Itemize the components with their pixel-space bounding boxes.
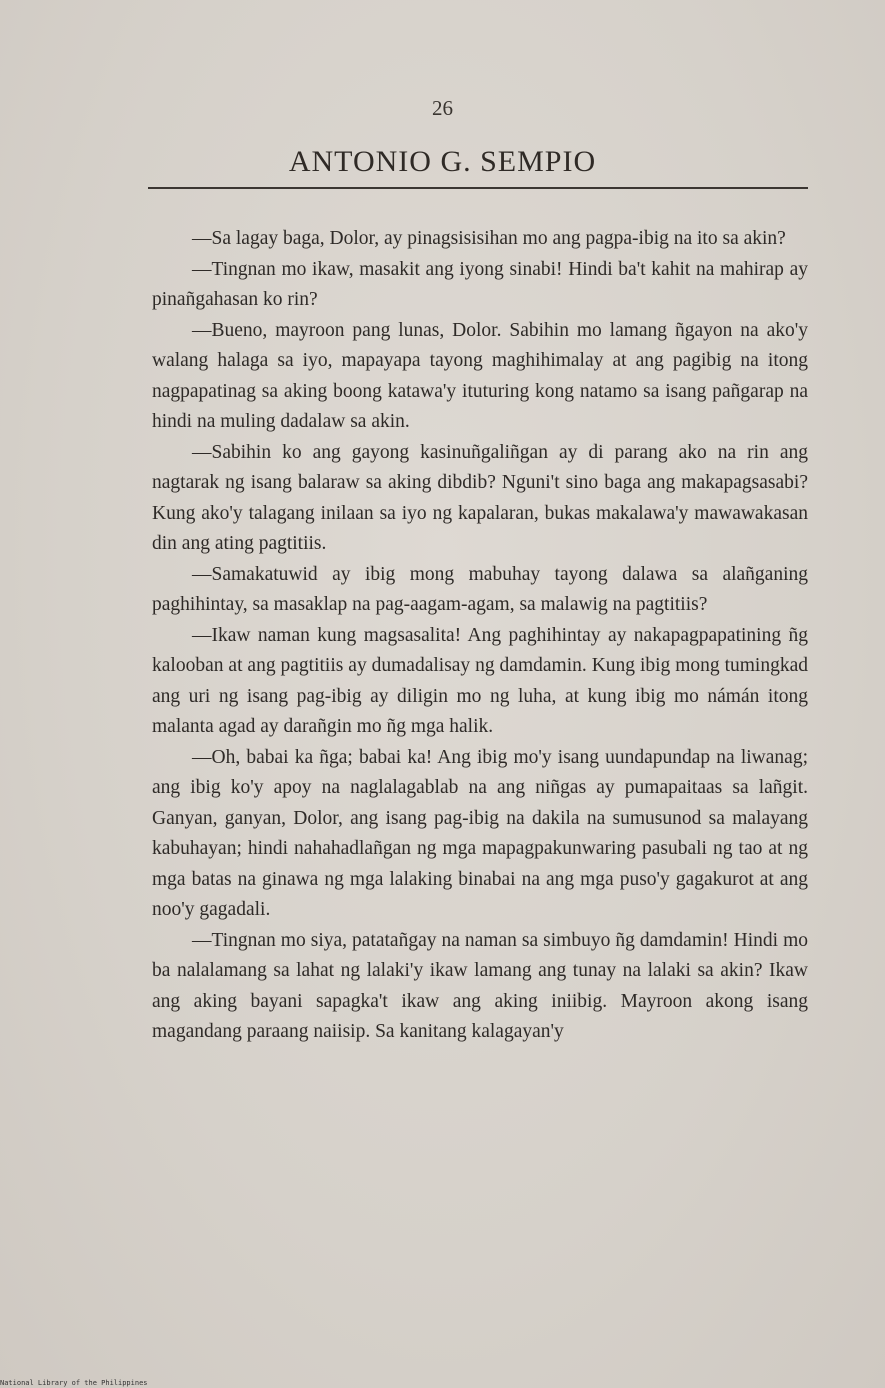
- paragraph: —Tingnan mo ikaw, masakit ang iyong sinabi! Hindi ba't kahit na mahirap ay pinañgahasan ko rin?: [152, 258, 808, 310]
- paragraph: —Ikaw naman kung magsasalita! Ang paghihintay ay nakapagpapatining ñg kalooban at ang pagtitiis ay dumadalisay ng damdamin. Kung ibig mong tumingkad ang uri ng isang pag-ibig ay diligin mo ng luha, at kung ibig mo námán itong malanta agad ay darañgin mo ñg mga halik.: [152, 624, 808, 737]
- library-credit: National Library of the Philippines: [0, 1379, 148, 1387]
- running-head: ANTONIO G. SEMPIO: [288, 145, 597, 178]
- body-text: [152, 224, 808, 1048]
- paragraph: —Tingnan mo siya, patatañgay na naman sa simbuyo ñg damdamin! Hindi mo ba nalalamang sa lahat ng lalaki'y ikaw lamang ang tunay na lalaki sa akin? Ikaw ang aking bayani sapagka't ikaw ang aking iniibig. Mayroon akong isang magandang paraang naiisip. Sa kanitang kalagayan'y: [152, 929, 808, 1042]
- paragraph: —Sabihin ko ang gayong kasinuñgaliñgan ay di parang ako na rin ang nagtarak ng isang balaraw sa aking dibdib? Nguni't sino baga ang makapagsasabi? Kung ako'y talagang inilaan sa iyo ng kapalaran, bukas makalawa'y mawawakasan din ang ating pagtitiis.: [152, 441, 808, 554]
- paragraph: —Oh, babai ka ñga; babai ka! Ang ibig mo'y isang uundapundap na liwanag; ang ibig ko'y apoy na naglalagablab na ang niñgas ay pumapaitaas sa lañgit. Ganyan, ganyan, Dolor, ang isang pag-ibig na dakila na sumusunod sa malayang kabuhayan; hindi nahahadlañgan ng mga mapagpakunwaring pasubali ng tao at ng mga batas na ginawa ng mga lalaking binabai na ang mga puso'y gagakurot at ang noo'y gagadali.: [152, 746, 808, 920]
- paragraph: —Samakatuwid ay ibig mong mabuhay tayong dalawa sa alañganing paghihintay, sa masaklap na pag-aagam-agam, sa malawig na pagtitiis?: [152, 563, 808, 615]
- header-rule: [148, 187, 808, 189]
- page-number: 26: [432, 96, 453, 120]
- paragraph: —Bueno, mayroon pang lunas, Dolor. Sabihin mo lamang ñgayon na ako'y walang halaga sa iyo, mapayapa tayong maghihimalay at ang pagibig na itong nagpapatinag sa aking boong katawa'y ituturing kong natamo sa isang pañgarap na hindi na muling dadalaw sa akin.: [152, 319, 808, 432]
- paragraph: —Sa lagay baga, Dolor, ay pinagsisisihan mo ang pagpa-ibig na ito sa akin?: [192, 228, 786, 249]
